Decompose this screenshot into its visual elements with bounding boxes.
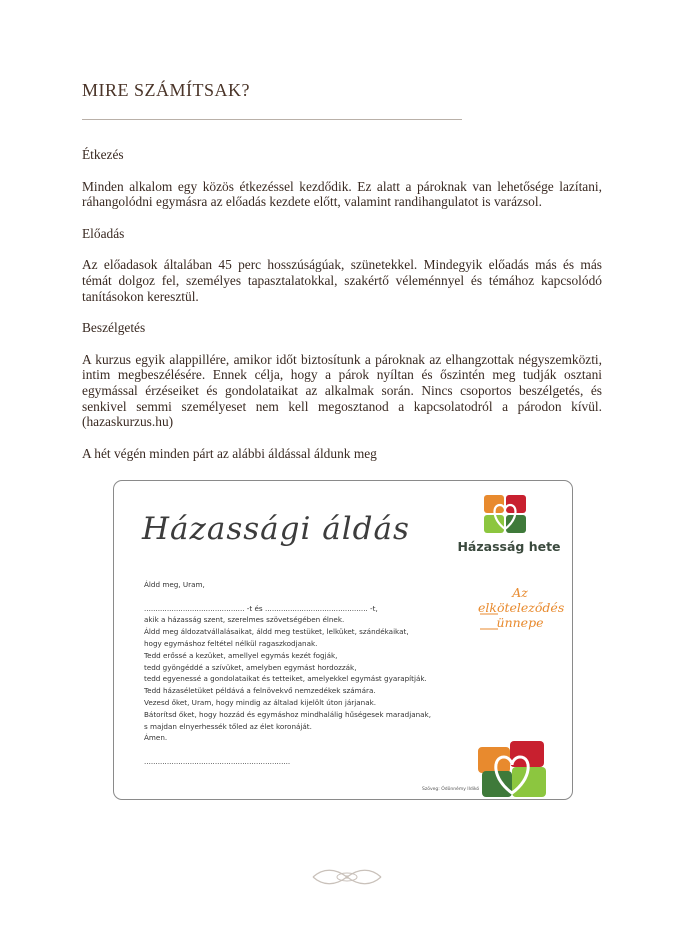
tagline-line-2: elköteleződés [478, 600, 565, 615]
blessing-line: s majdan elnyerhessék tőled az élet koronáját. [144, 721, 312, 731]
heart-emblem-icon [476, 739, 552, 801]
blessing-line: Bátorítsd őket, hogy hozzád és egymáshoz mindhalálig hűségesek maradjanak, [144, 709, 432, 719]
blessing-line: Tedd házaséletüket példává a felnövekvő nemzedékek számára. [144, 686, 376, 696]
section-title-etkezes: Étkezés [82, 147, 124, 162]
section-body-etkezes: Minden alkalom egy közös étkezéssel kezdődik. Ez alatt a pároknak van lehetősége lazítani, ráhangolódni egymásra az előadás kezdete előtt, valamint randihangulatot is varázsol. [82, 178, 602, 210]
card-title: Házassági áldás [142, 511, 410, 547]
blessing-line [144, 744, 454, 756]
blessing-line: Áldd meg áldozatvállalásaikat, áldd meg testüket, lelküket, szándékaikat, [144, 627, 409, 637]
hazassag-hete-logo-icon [482, 493, 528, 535]
section-title-eloadas: Előadás [82, 225, 125, 241]
blessing-line: akik a házasság szent, szerelmes szövetségében élnek. [144, 615, 345, 625]
blessing-line: Tedd erőssé a kezüket, amellyel egymás kezét fogják, [144, 650, 338, 660]
flourish-ornament-icon [309, 866, 385, 888]
tagline-underline-icon [480, 599, 504, 633]
blessing-line: ............................................ -t és ............................................. -t, [144, 603, 378, 613]
content-section [82, 147, 602, 477]
tagline-line-3: ünnepe [496, 615, 544, 630]
brand-name: Házasság hete [457, 539, 561, 554]
tagline-line-1: Az [512, 585, 528, 600]
page-heading: MIRE SZÁMÍTSAK? [82, 80, 250, 100]
blessing-line: tedd gyöngéddé a szívüket, amelyben egymást hordozzák, [144, 662, 357, 672]
section-body-eloadas: Az előadasok általában 45 perc hosszúságúak, szünetekkel. Mindegyik előadás más és más témát dolgoz fel, személyes tapasztalatokkal, szakértő véleménnyel és témához kapcsolódó tanításokon keresztül. [82, 257, 602, 304]
section-title-beszelgetes: Beszélgetés [82, 320, 146, 336]
blessing-text [144, 579, 454, 768]
blessing-line: hogy egymáshoz feltétel nélkül ragaszkodjanak. [144, 638, 318, 648]
text-credit: Szöveg: Ódönnémy Ildikó [422, 787, 480, 792]
blessing-line: Vezesd őket, Uram, hogy mindig az általad kijelölt úton járjanak. [144, 697, 377, 707]
blessing-line: Áldd meg, Uram, [144, 580, 205, 589]
blessing-line: ................................................................ [144, 756, 291, 766]
blessing-line: Ámen. [144, 733, 168, 743]
blessing-card [113, 480, 573, 800]
section-body-beszelgetes: A kurzus egyik alappillére, amikor időt biztosítunk a pároknak az elhangzottak négyszemközti, intim megbeszélésére. Ennek célja, hogy a párok nyíltan és őszintén meg tudják osztani egymással érzéseiket és gondolataikat az alkalmak során. Nincs csoportos beszélgetés, és senkivel semmi személyeset nem kell megosztanod a kapcsolatodról a párodon kívül. (hazaskurzus.hu) [82, 351, 602, 430]
heading-divider [82, 119, 462, 120]
blessing-line: tedd egyenessé a gondolataikat és tetteiket, amelyekkel egymást gyarapítják. [144, 674, 427, 684]
closing-text: A hét végén minden párt az alábbi áldással áldunk meg [82, 445, 377, 461]
blessing-line [144, 591, 454, 603]
